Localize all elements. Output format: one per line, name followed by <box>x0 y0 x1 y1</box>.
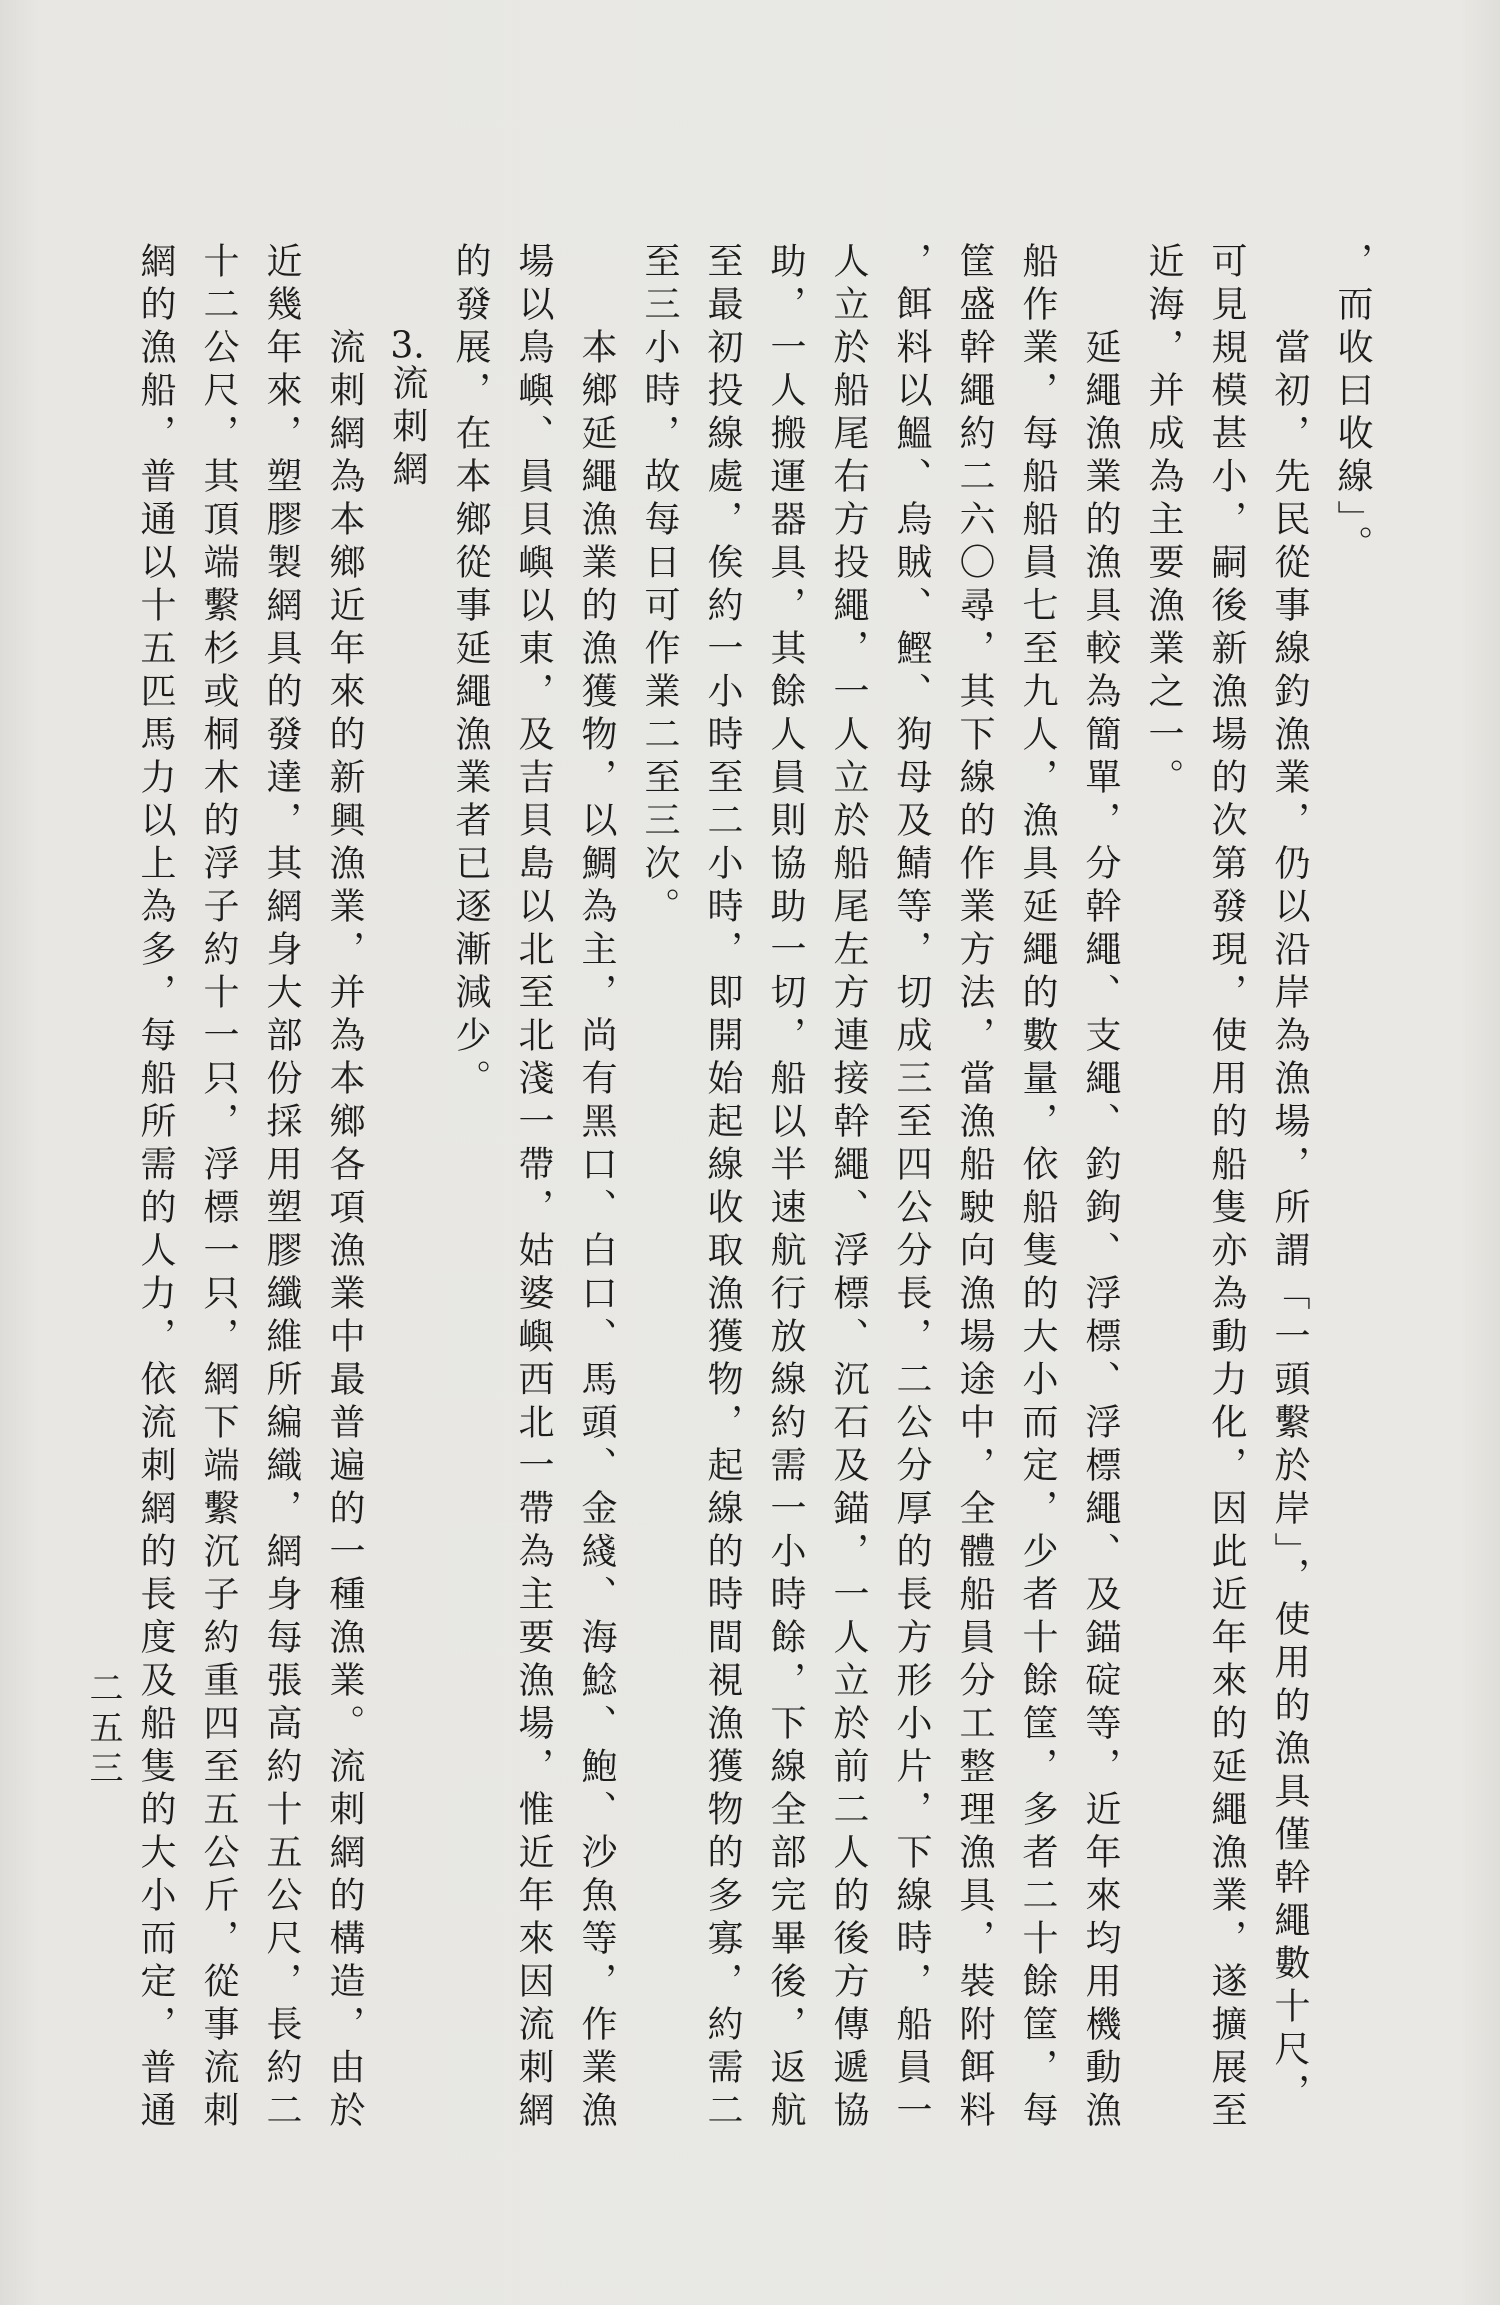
text-column: 十二公尺，其頂端繫杉或桐木的浮子約十一只，浮標一只，網下端繫沉子約重四至五公斤，從事流刺 <box>198 242 239 2134</box>
text-column: ，餌料以鰮、烏賊、鰹、狗母及鯖等，切成三至四公分長，二公分厚的長方形小片，下線時，船員一 <box>891 242 932 2134</box>
section-title: 流刺網 <box>387 364 428 493</box>
text-column: 延繩漁業的漁具較為簡單，分幹繩、支繩、釣鉤、浮標、浮標繩、及錨碇等，近年來均用機動漁 <box>1080 328 1121 2134</box>
text-column: 當初，先民從事線釣漁業，仍以沿岸為漁場，所謂「一頭繫於岸」，使用的漁具僅幹繩數十尺， <box>1269 328 1310 2116</box>
text-column: 筐盛幹繩約二六〇尋，其下線的作業方法，當漁船駛向漁場途中，全體船員分工整理漁具，裝附餌料 <box>954 242 995 2134</box>
text-column: 人立於船尾右方投繩，一人立於船尾左方連接幹繩、浮標、沉石及錨，一人立於前二人的後方傳遞協 <box>828 242 869 2134</box>
text-column: ，而收曰收線」。 <box>1332 242 1373 568</box>
section-number: 3. <box>390 328 425 364</box>
text-column: 可見規模甚小，嗣後新漁場的次第發現，使用的船隻亦為動力化，因此近年來的延繩漁業，遂擴展至 <box>1206 242 1247 2134</box>
text-column: 本鄉延繩漁業的漁獲物，以鯛為主，尚有黑口、白口、馬頭、金綫、海鯰、鮑、沙魚等，作業漁 <box>576 328 617 2134</box>
section-heading <box>376 242 439 2142</box>
text-column: 網的漁船，普通以十五匹馬力以上為多，每船所需的人力，依流刺網的長度及船隻的大小而定，普通 <box>135 242 176 2134</box>
text-body <box>124 242 1384 2142</box>
text-column: 至最初投線處，俟約一小時至二小時，即開始起線收取漁獲物，起線的時間視漁獲物的多寡，約需二 <box>702 242 743 2134</box>
text-column: 助，一人搬運器具，其餘人員則協助一切，船以半速航行放線約需一小時餘，下線全部完畢後，返航 <box>765 242 806 2134</box>
text-column: 船作業，每船船員七至九人，漁具延繩的數量，依船隻的大小而定，少者十餘筐，多者二十餘筐，每 <box>1017 242 1058 2134</box>
text-column: 場以鳥嶼、員貝嶼以東，及吉貝島以北至北淺一帶，姑婆嶼西北一帶為主要漁場，惟近年來因流刺網 <box>513 242 554 2134</box>
text-column: 流刺網為本鄉近年來的新興漁業，并為本鄉各項漁業中最普遍的一種漁業。流刺網的構造，由於 <box>324 328 365 2134</box>
text-column: 至三小時，故每日可作業二至三次。 <box>639 242 680 930</box>
text-column: 近海，并成為主要漁業之一。 <box>1143 242 1184 801</box>
page-number: 二五三 <box>83 1670 123 1790</box>
text-column: 的發展，在本鄉從事延繩漁業者已逐漸減少。 <box>450 242 491 1102</box>
text-column: 近幾年來，塑膠製網具的發達，其網身大部份採用塑膠纖維所編織，網身每張高約十五公尺，長約二 <box>261 242 302 2134</box>
